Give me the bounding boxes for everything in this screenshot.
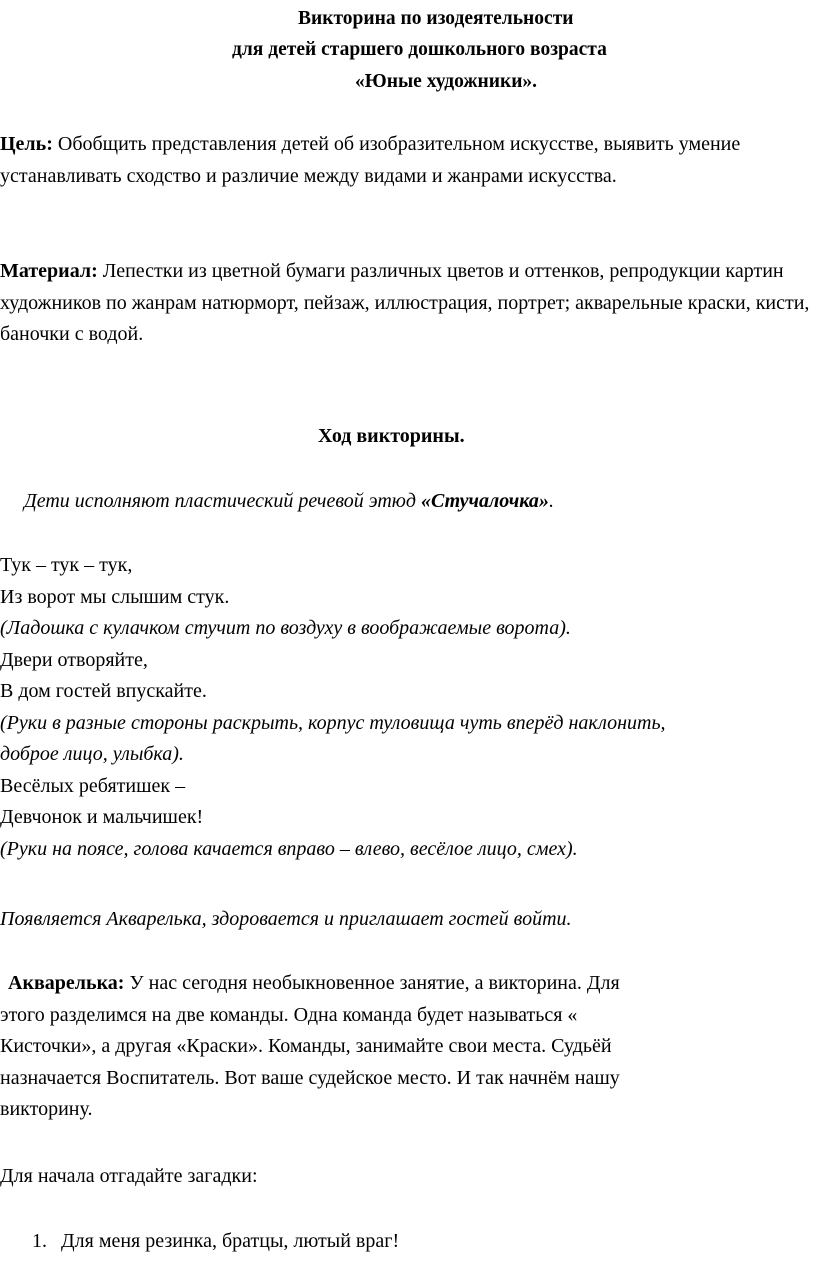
goal-text: Обобщить представления детей об изобразительном искусстве, выявить умение устанавливать сходство и различие между видами и жанрами искусства. bbox=[0, 133, 741, 187]
poem-line: Из ворот мы слышим стук. bbox=[0, 585, 230, 608]
list-item-number: 1. bbox=[32, 1230, 47, 1252]
goal-paragraph bbox=[0, 129, 812, 192]
list-item bbox=[32, 1226, 399, 1257]
stage-direction: Появляется Акварелька, здоровается и приглашает гостей войти. bbox=[0, 908, 572, 930]
etude-title: «Стучалочка» bbox=[420, 490, 549, 512]
title-line-2: для детей старшего дошкольного возраста bbox=[232, 39, 607, 60]
poem-line: (Руки на поясе, голова качается вправо – влево, весёлое лицо, смех). bbox=[0, 837, 578, 860]
poem-line: В дом гостей впускайте. bbox=[0, 680, 207, 702]
speech-line-1 bbox=[0, 968, 812, 1000]
title-line-3: «Юные художники». bbox=[355, 71, 538, 92]
etude-end: . bbox=[548, 490, 554, 512]
poem-line: Тук – тук – тук, bbox=[0, 554, 133, 576]
list-item-text: Для меня резинка, братцы, лютый враг! bbox=[61, 1230, 400, 1252]
course-heading: Ход викторины. bbox=[318, 425, 465, 447]
poem-line: (Ладошка с кулачком стучит по воздуху в воображаемые ворота). bbox=[0, 617, 571, 639]
etude-line bbox=[24, 486, 554, 518]
material-paragraph bbox=[0, 256, 812, 351]
material-text: Лепестки из цветной бумаги различных цветов и оттенков, репродукции картин художников по жанрам натюрморт, пейзаж, иллюстрация, портрет; акварельные краски, кисти, баночки с водой. bbox=[0, 260, 810, 345]
speech-line: этого разделимся на две команды. Одна команда будет называться « bbox=[0, 1003, 578, 1026]
etude-text: Дети исполняют пластический речевой этюд bbox=[24, 490, 421, 512]
speech-line: назначается Воспитатель. Вот ваше судейское место. И так начнём нашу bbox=[0, 1066, 620, 1089]
title-line-1: Викторина по изодеятельности bbox=[298, 8, 574, 29]
speech-text: У нас сегодня необыкновенное занятие, а викторина. Для bbox=[124, 972, 620, 994]
speech-label: Акварелька: bbox=[8, 972, 125, 994]
speech-block bbox=[0, 968, 812, 1126]
poem-line: Весёлых ребятишек – bbox=[0, 774, 186, 797]
goal-label: Цель: bbox=[0, 133, 53, 155]
material-label: Материал: bbox=[0, 260, 98, 282]
riddles-intro: Для начала отгадайте загадки: bbox=[0, 1165, 258, 1187]
poem-line: (Руки в разные стороны раскрыть, корпус туловища чуть вперёд наклонить, bbox=[0, 711, 666, 734]
poem-block bbox=[0, 550, 812, 865]
speech-line: Кисточки», а другая «Краски». Команды, занимайте свои места. Судьёй bbox=[0, 1035, 612, 1057]
poem-line: Девчонок и мальчишек! bbox=[0, 806, 204, 828]
poem-line: доброе лицо, улыбка). bbox=[0, 743, 184, 765]
speech-line: викторину. bbox=[0, 1098, 93, 1120]
poem-line: Двери отворяйте, bbox=[0, 648, 148, 671]
